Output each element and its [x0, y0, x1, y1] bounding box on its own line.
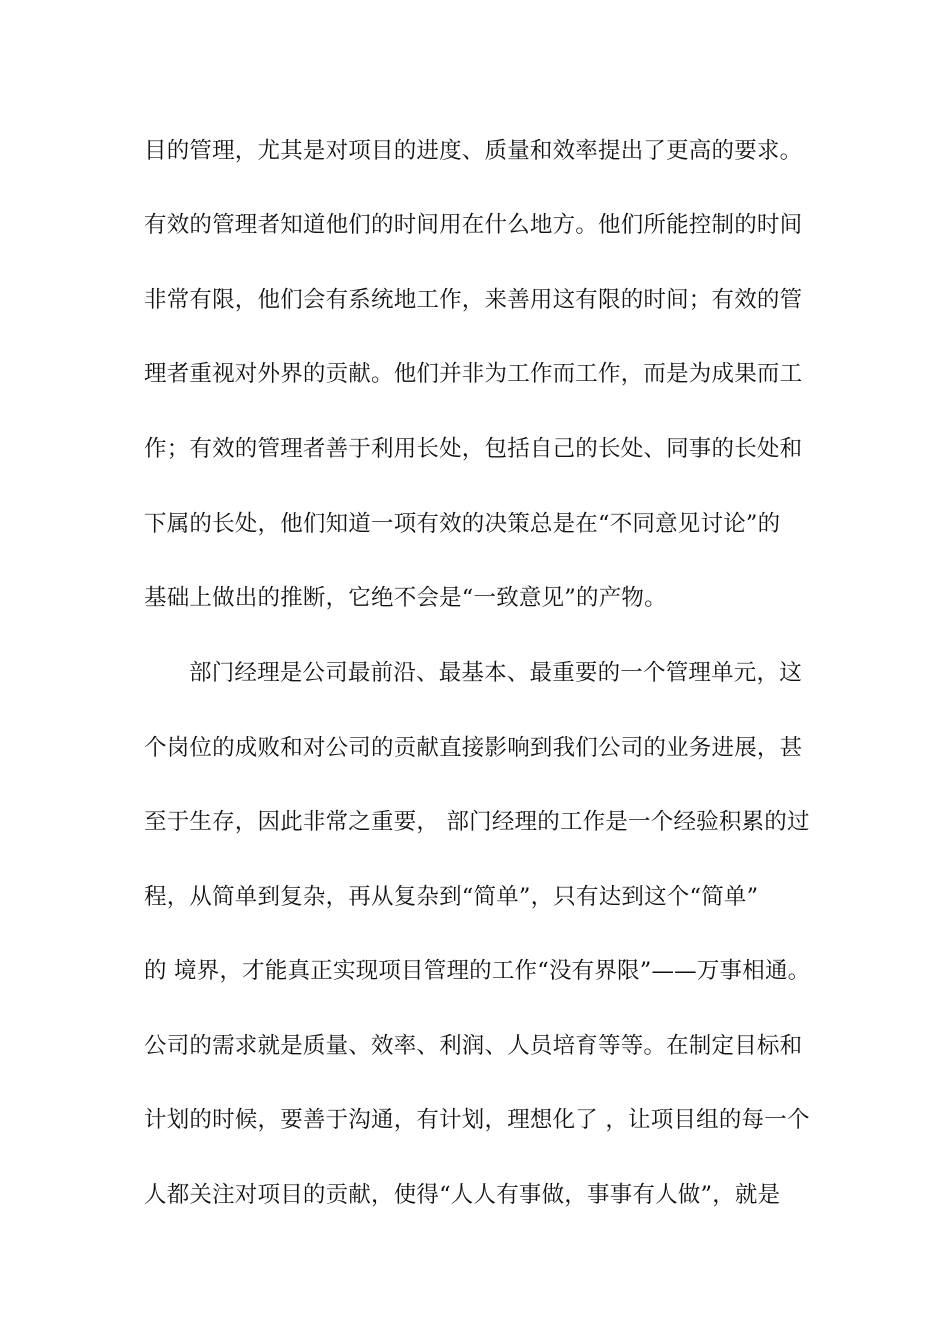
text-line-5: 作；有效的管理者善于利用长处，包括自己的长处、同事的长处和	[144, 436, 803, 462]
text-line-14: 计划的时候，要善于沟通，有计划，理想化了 ，让项目组的每一个	[144, 1107, 810, 1133]
text-line-2: 有效的管理者知道他们的时间用在什么地方。他们所能控制的时间	[144, 212, 803, 238]
text-line-11: 程，从简单到复杂，再从复杂到“简单”，只有达到这个“简单”	[144, 884, 759, 910]
text-line-10: 至于生存，因此非常之重要， 部门经理的工作是一个经验积累的过	[144, 809, 810, 835]
text-line-3: 非常有限，他们会有系统地工作，来善用这有限的时间；有效的管	[144, 287, 803, 313]
text-line-13: 公司的需求就是质量、效率、利润、人员培育等等。在制定目标和	[144, 1033, 803, 1059]
text-line-15: 人都关注对项目的贡献，使得“人人有事做，事事有人做”，就是	[144, 1182, 781, 1208]
text-line-12: 的 境界，才能真正实现项目管理的工作“没有界限”——万事相通。	[144, 958, 811, 984]
text-line-6: 下属的长处，他们知道一项有效的决策总是在“不同意见讨论”的	[144, 511, 781, 537]
text-line-1: 目的管理，尤其是对项目的进度、质量和效率提出了更高的要求。	[144, 138, 803, 164]
text-line-4: 理者重视对外界的贡献。他们并非为工作而工作，而是为成果而工	[144, 361, 803, 387]
paragraph-2-first-line: 部门经理是公司最前沿、最基本、最重要的一个管理单元，这	[189, 660, 802, 686]
text-line-7: 基础上做出的推断，它绝不会是“一致意见”的产物。	[144, 585, 667, 611]
text-line-9: 个岗位的成败和对公司的贡献直接影响到我们公司的业务进展，甚	[144, 735, 803, 761]
